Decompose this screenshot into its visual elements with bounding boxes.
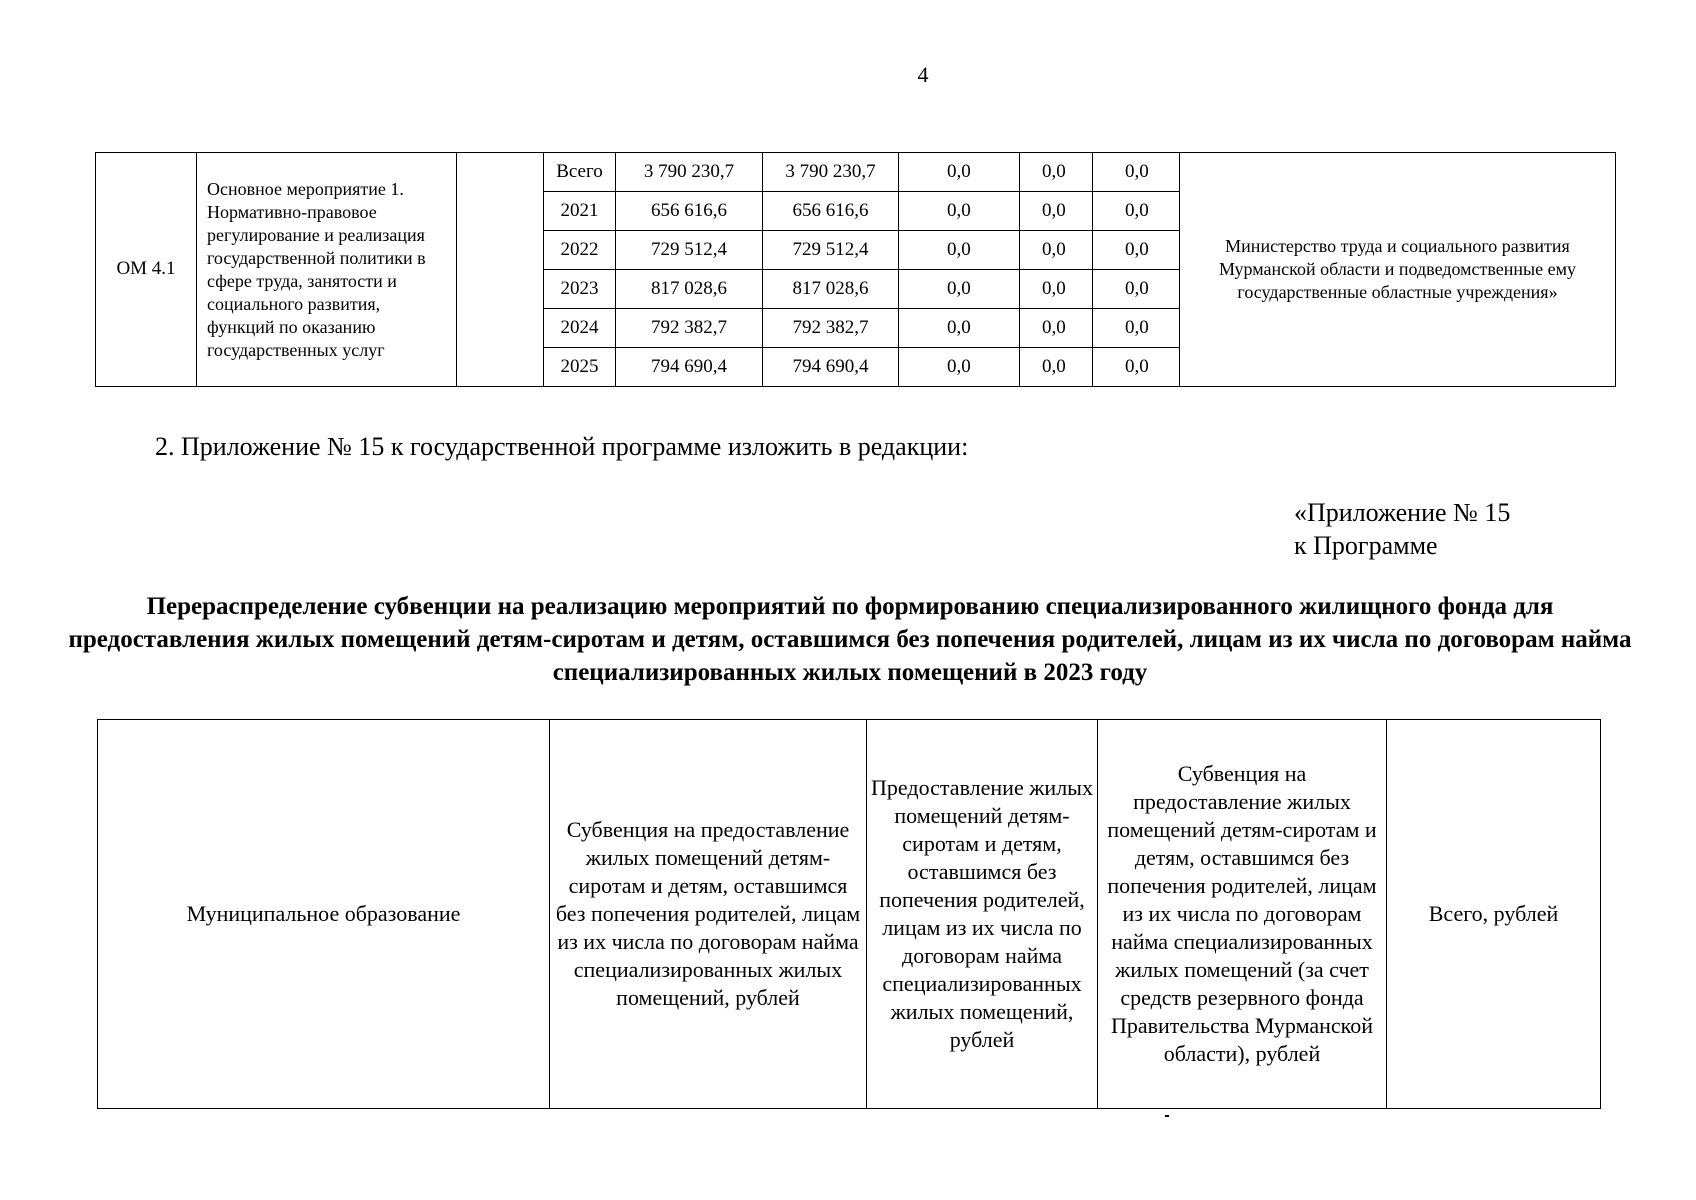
annex-line: к Программе [1294,531,1438,560]
year-cell: Всего [544,153,616,192]
year-cell: 2024 [544,309,616,348]
total-cell: 792 382,7 [616,309,763,348]
federal-cell: 0,0 [899,270,1020,309]
federal-cell: 0,0 [899,348,1020,387]
federal-cell: 0,0 [899,192,1020,231]
total-cell: 3 790 230,7 [616,153,763,192]
column-header-subvention: Субвенция на предоставление жилых помещений детям-сиротам и детям, оставшимся без попечения родителей, лицам из их числа по договорам найма специализированных жилых помещений, рублей [550,720,867,1109]
other-cell: 0,0 [1093,270,1180,309]
table-header-row [98,720,1601,1109]
column-header-reserve-fund: Субвенция на предоставление жилых помещений детям-сиротам и детям, оставшимся без попечения родителей, лицам из их числа по договорам найма специализированных жилых помещений (за счет средств резервного фонда Правительства Мурманской области), рублей [1098,720,1387,1109]
local-cell: 0,0 [1020,309,1093,348]
regional-cell: 3 790 230,7 [763,153,899,192]
annex-line: «Приложение № 15 [1294,498,1511,527]
local-cell: 0,0 [1020,270,1093,309]
federal-cell: 0,0 [899,231,1020,270]
year-cell: 2022 [544,231,616,270]
other-cell: 0,0 [1093,192,1180,231]
program-code: ОМ 4.1 [96,153,197,387]
regional-cell: 794 690,4 [763,348,899,387]
page-number: 4 [917,62,929,87]
local-cell: 0,0 [1020,348,1093,387]
om-table [95,152,1616,387]
federal-cell: 0,0 [899,153,1020,192]
regional-cell: 729 512,4 [763,231,899,270]
document-heading: Перераспределение субвенции на реализацию мероприятий по формированию специализированного жилищного фонда для предоставления жилых помещений детям-сиротам и детям, оставшимся без попечения родителей, лицам из их числа по договорам найма специализированных жилых помещений в 2023 году [68,593,1632,686]
annex-reference [1294,496,1510,562]
total-cell: 656 616,6 [616,192,763,231]
table-row [96,153,1616,192]
column-header-municipality: Муниципальное образование [98,720,550,1109]
other-cell: 0,0 [1093,309,1180,348]
local-cell: 0,0 [1020,231,1093,270]
regional-cell: 792 382,7 [763,309,899,348]
local-cell: 0,0 [1020,192,1093,231]
subvention-table [97,719,1601,1109]
executor-cell: Министерство труда и социального развития Мурманской области и подведомственные ему государственные областные учреждения» [1180,153,1616,387]
year-cell: 2021 [544,192,616,231]
total-cell: 817 028,6 [616,270,763,309]
scan-mark [1165,1115,1169,1117]
regional-cell: 817 028,6 [763,270,899,309]
activity-name: Основное мероприятие 1. Нормативно-правовое регулирование и реализация государственной политики в сфере труда, занятости и социального развития, функций по оказанию государственных услуг [197,153,457,387]
total-cell: 729 512,4 [616,231,763,270]
empty-cell [457,153,544,387]
total-cell: 794 690,4 [616,348,763,387]
year-cell: 2025 [544,348,616,387]
column-header-provision: Предоставление жилых помещений детям-сиротам и детям, оставшимся без попечения родителей, лицам из их числа по договорам найма специализированных жилых помещений, рублей [867,720,1098,1109]
federal-cell: 0,0 [899,309,1020,348]
other-cell: 0,0 [1093,231,1180,270]
regional-cell: 656 616,6 [763,192,899,231]
year-cell: 2023 [544,270,616,309]
amendment-paragraph: 2. Приложение № 15 к государственной программе изложить в редакции: [155,432,969,461]
other-cell: 0,0 [1093,153,1180,192]
local-cell: 0,0 [1020,153,1093,192]
other-cell: 0,0 [1093,348,1180,387]
column-header-total: Всего, рублей [1387,720,1601,1109]
